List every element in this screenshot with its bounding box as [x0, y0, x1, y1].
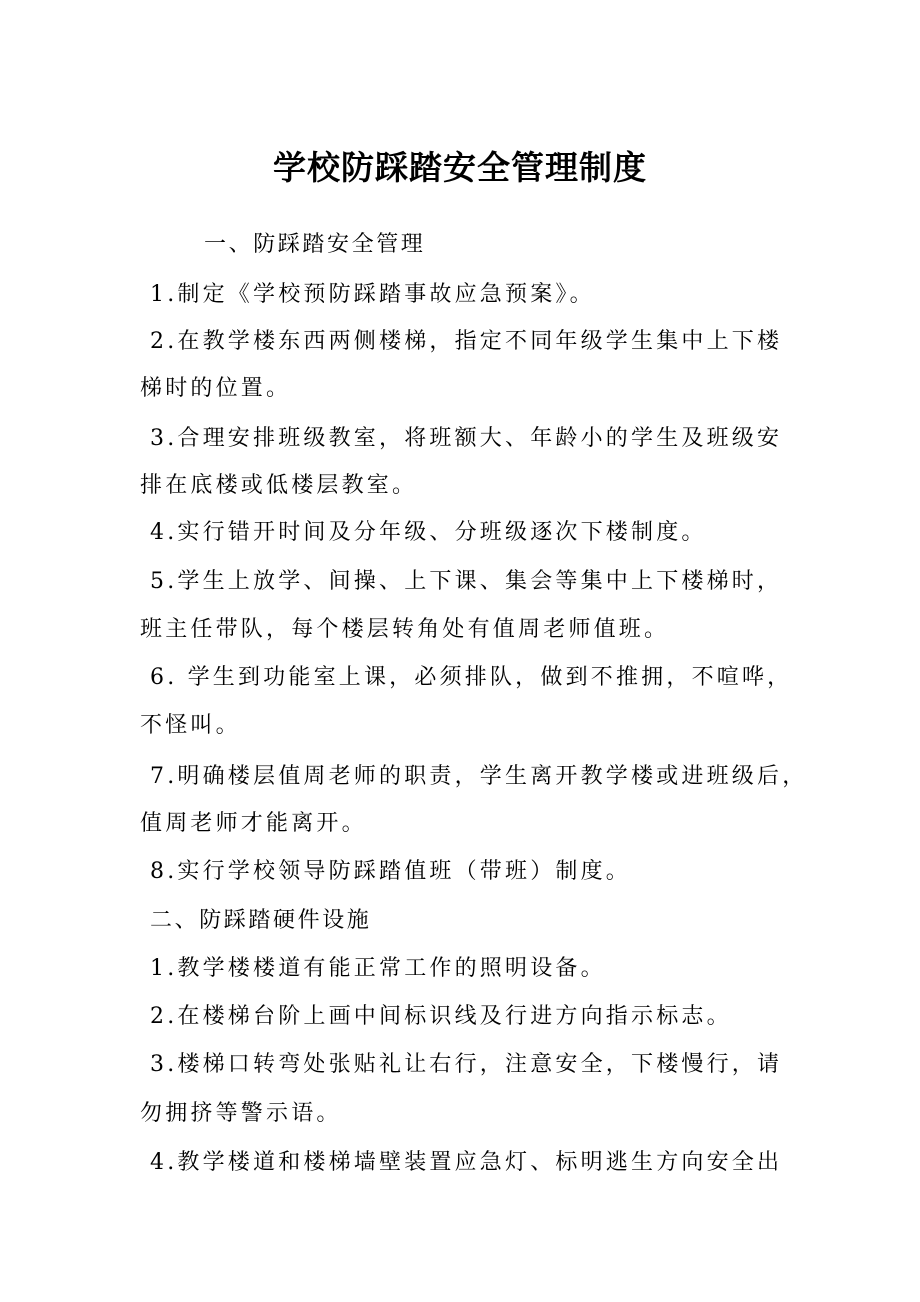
paragraph-line: 2.在教学楼东西两侧楼梯，指定不同年级学生集中上下楼 — [150, 329, 783, 354]
section-heading-1: 一、防踩踏安全管理 — [204, 232, 426, 257]
document-title: 学校防踩踏安全管理制度 — [273, 148, 647, 187]
paragraph-line: 3.合理安排班级教室，将班额大、年龄小的学生及班级安 — [150, 426, 783, 451]
paragraph-line: 4.实行错开时间及分年级、分班级逐次下楼制度。 — [150, 520, 707, 545]
paragraph-line: 梯时的位置。 — [140, 376, 292, 401]
paragraph-line: 值周老师才能离开。 — [140, 811, 367, 836]
paragraph-line: 5.学生上放学、间操、上下课、集会等集中上下楼梯时， — [150, 569, 783, 594]
paragraph-line: 3.楼梯口转弯处张贴礼让右行，注意安全，下楼慢行，请 — [150, 1052, 783, 1077]
paragraph-line: 8.实行学校领导防踩踏值班（带班）制度。 — [150, 859, 631, 884]
paragraph-line: 不怪叫。 — [140, 713, 241, 738]
paragraph-line: 4.教学楼道和楼梯墙壁装置应急灯、标明逃生方向安全出 — [150, 1150, 783, 1175]
paragraph-line: 2.在楼梯台阶上画中间标识线及行进方向指示标志。 — [150, 1004, 732, 1029]
paragraph-line: 1.制定《学校预防踩踏事故应急预案》。 — [150, 282, 595, 307]
paragraph-line: 排在底楼或低楼层教室。 — [140, 473, 418, 498]
paragraph-line: 勿拥挤等警示语。 — [140, 1101, 342, 1126]
paragraph-line: 1.教学楼楼道有能正常工作的照明设备。 — [150, 956, 606, 981]
paragraph-line: 班主任带队，每个楼层转角处有值周老师值班。 — [140, 617, 670, 642]
paragraph-line: 7.明确楼层值周老师的职责，学生离开教学楼或进班级后， — [150, 764, 808, 789]
section-heading-2: 二、防踩踏硬件设施 — [150, 908, 372, 933]
paragraph-line: 6. 学生到功能室上课，必须排队，做到不推拥，不喧哗， — [150, 665, 793, 690]
